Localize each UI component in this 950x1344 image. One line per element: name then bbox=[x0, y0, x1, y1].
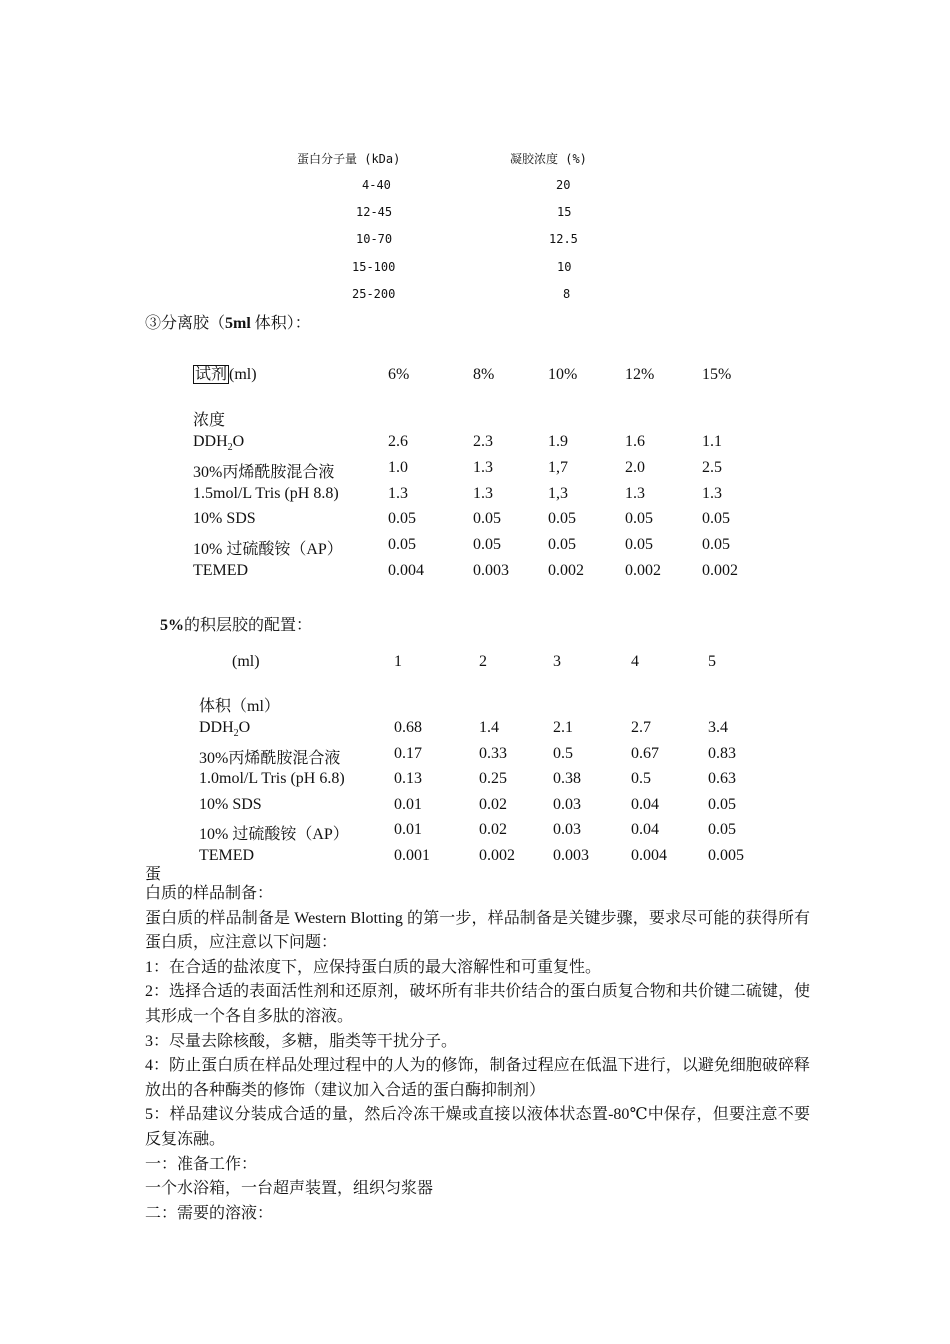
value-cell: 0.003 bbox=[553, 847, 589, 864]
concentration-header: 6% bbox=[388, 366, 410, 383]
value-cell: 0.003 bbox=[473, 562, 509, 579]
value-cell: 0.002 bbox=[625, 562, 661, 579]
heading-prefix: ③分离胶（ bbox=[145, 315, 226, 332]
mw-cell: 12-45 bbox=[356, 205, 393, 219]
value-cell: 0.05 bbox=[388, 510, 416, 528]
value-cell: 0.002 bbox=[548, 562, 584, 579]
value-cell: 0.04 bbox=[631, 821, 659, 839]
gel-cell: 20 bbox=[556, 178, 571, 192]
value-cell: 0.04 bbox=[631, 795, 659, 813]
value-cell: 0.05 bbox=[473, 510, 501, 528]
value-cell: 0.005 bbox=[708, 847, 744, 864]
reagent-name: 1.5mol/L Tris (pH 8.8) bbox=[193, 484, 339, 502]
section-title: 二：需要的溶液： bbox=[145, 1204, 274, 1222]
value-cell: 0.03 bbox=[553, 795, 581, 813]
value-cell: 1.1 bbox=[702, 433, 722, 450]
mw-cell: 25-200 bbox=[352, 287, 396, 301]
concentration-sublabel: 浓度 bbox=[193, 412, 226, 429]
value-cell: 1.9 bbox=[548, 433, 568, 450]
gel-header: 凝胶浓度 (%) bbox=[510, 152, 587, 166]
reagent-name: $DDH_2O$ bbox=[193, 433, 245, 454]
column-header: 4 bbox=[631, 653, 639, 670]
value-cell: 0.05 bbox=[625, 536, 653, 554]
column-header: 5 bbox=[708, 653, 716, 670]
gel-cell: 15 bbox=[557, 205, 572, 219]
concentration-header: 10% bbox=[548, 366, 578, 383]
gel-cell: 10 bbox=[557, 260, 572, 274]
value-cell: 1.3 bbox=[473, 484, 493, 502]
heading-volume: 5ml bbox=[225, 315, 251, 332]
value-cell: 0.17 bbox=[394, 744, 422, 762]
paragraph: 4：防止蛋白质在样品处理过程中的人为的修饰，制备过程应在低温下进行，以避免细胞破碎释放出的各种酶类的修饰（建议加入合适的蛋白酶抑制剂） bbox=[145, 1057, 810, 1099]
body-text bbox=[145, 882, 810, 1226]
value-cell: 0.004 bbox=[631, 847, 667, 864]
value-cell: 0.05 bbox=[702, 536, 730, 554]
value-cell: 0.03 bbox=[553, 821, 581, 839]
reagent-name: 30%丙烯酰胺混合液 bbox=[199, 749, 341, 767]
reagent-name: 30%丙烯酰胺混合液 bbox=[193, 463, 335, 481]
reagent-name: 10% SDS bbox=[193, 510, 256, 528]
value-cell: 1.3 bbox=[625, 484, 645, 502]
gel-cell: 8 bbox=[563, 287, 571, 301]
separating-gel-heading bbox=[145, 310, 311, 333]
value-cell: 2.3 bbox=[473, 433, 493, 450]
reagent-name: 10% 过硫酸铵（AP） bbox=[199, 826, 349, 844]
value-cell: 1.3 bbox=[388, 484, 408, 502]
concentration-header: 8% bbox=[473, 366, 495, 383]
value-cell: 0.002 bbox=[479, 847, 515, 864]
mw-header: 蛋白分子量 (kDa) bbox=[297, 152, 401, 166]
value-cell: 0.83 bbox=[708, 744, 736, 762]
column-header: 3 bbox=[553, 653, 561, 670]
column-header: 1 bbox=[394, 653, 402, 670]
gel-cell: 12.5 bbox=[549, 232, 578, 246]
value-cell: 0.5 bbox=[631, 770, 651, 788]
mw-cell: 15-100 bbox=[352, 260, 396, 274]
value-cell: 0.01 bbox=[394, 795, 422, 813]
value-cell: 1.3 bbox=[473, 458, 493, 476]
value-cell: 0.13 bbox=[394, 770, 422, 788]
heading-percent: 5% bbox=[160, 617, 184, 634]
concentration-header: 12% bbox=[625, 366, 655, 383]
value-cell: 0.01 bbox=[394, 821, 422, 839]
value-cell: 2.6 bbox=[388, 433, 408, 450]
unit-label: (ml) bbox=[229, 366, 257, 383]
value-cell: 0.02 bbox=[479, 795, 507, 813]
mw-cell: 4-40 bbox=[362, 178, 391, 192]
value-cell: 0.001 bbox=[394, 847, 430, 864]
reagent-name: 10% SDS bbox=[199, 795, 262, 813]
value-cell: 0.63 bbox=[708, 770, 736, 788]
value-cell: 0.05 bbox=[625, 510, 653, 528]
value-cell: 2.1 bbox=[553, 719, 573, 736]
concentration-header: 15% bbox=[702, 366, 732, 383]
value-cell: 2.0 bbox=[625, 458, 645, 476]
paragraph: 一个水浴箱，一台超声装置，组织匀浆器 bbox=[145, 1180, 434, 1198]
value-cell: 3.4 bbox=[708, 719, 728, 736]
value-cell: 0.25 bbox=[479, 770, 507, 788]
value-cell: 1.4 bbox=[479, 719, 499, 736]
value-cell: 1.6 bbox=[625, 433, 645, 450]
value-cell: 0.05 bbox=[548, 510, 576, 528]
value-cell: 0.05 bbox=[473, 536, 501, 554]
value-cell: 0.38 bbox=[553, 770, 581, 788]
value-cell: 2.7 bbox=[631, 719, 651, 736]
section-title: 白质的样品制备： bbox=[145, 885, 274, 902]
volume-sublabel: 体积（ml） bbox=[199, 698, 280, 715]
reagent-name: 10% 过硫酸铵（AP） bbox=[193, 541, 343, 559]
value-cell: 0.002 bbox=[702, 562, 738, 579]
reagent-name: 1.0mol/L Tris (pH 6.8) bbox=[199, 770, 345, 788]
unit-label: (ml) bbox=[232, 653, 260, 670]
reagent-name: TEMED bbox=[193, 562, 249, 579]
value-cell: 0.05 bbox=[388, 536, 416, 554]
value-cell: 0.68 bbox=[394, 719, 422, 736]
value-cell: 0.004 bbox=[388, 562, 424, 579]
mw-cell: 10-70 bbox=[356, 232, 393, 246]
value-cell: 1,3 bbox=[548, 484, 568, 502]
value-cell: 0.5 bbox=[553, 744, 573, 762]
section-title: 一：准备工作： bbox=[145, 1155, 258, 1173]
value-cell: 0.05 bbox=[708, 821, 736, 839]
value-cell: 1.0 bbox=[388, 458, 408, 476]
value-cell: 1,7 bbox=[548, 458, 568, 476]
heading-suffix: 体积）： bbox=[250, 315, 311, 332]
value-cell: 0.05 bbox=[708, 795, 736, 813]
reagent-header bbox=[193, 366, 257, 384]
column-header: 2 bbox=[479, 653, 487, 670]
value-cell: 0.67 bbox=[631, 744, 659, 762]
paragraph: 蛋白质的样品制备是 Western Blotting 的第一步，样品制备是关键步骤，要求尽可能的获得所有蛋白质，应注意以下问题： bbox=[145, 909, 810, 952]
paragraph: 5：样品建议分装成合适的量，然后冷冻干燥或直接以液体状态置-80℃中保存，但要注意不要反复冻融。 bbox=[145, 1106, 810, 1148]
value-cell: 0.05 bbox=[702, 510, 730, 528]
reagent-name: TEMED bbox=[199, 847, 255, 864]
stacking-gel-heading bbox=[160, 612, 312, 635]
paragraph: 1：在合适的盐浓度下，应保持蛋白质的最大溶解性和可重复性。 bbox=[145, 958, 602, 976]
paragraph: 3：尽量去除核酸，多糖，脂类等干扰分子。 bbox=[145, 1032, 458, 1050]
value-cell: 0.02 bbox=[479, 821, 507, 839]
value-cell: 0.33 bbox=[479, 744, 507, 762]
value-cell: 0.05 bbox=[548, 536, 576, 554]
dangling-char: 蛋 bbox=[145, 866, 162, 883]
reagent-name: $DDH_2O$ bbox=[199, 719, 251, 740]
value-cell: 1.3 bbox=[702, 484, 722, 502]
paragraph: 2：选择合适的表面活性剂和还原剂，破坏所有非共价结合的蛋白质复合物和共价键二硫键，使其形成一个各自多肽的溶液。 bbox=[145, 983, 810, 1025]
reagent-label: 试剂 bbox=[195, 366, 228, 383]
heading-suffix: 的积层胶的配置： bbox=[184, 617, 313, 634]
value-cell: 2.5 bbox=[702, 458, 722, 476]
